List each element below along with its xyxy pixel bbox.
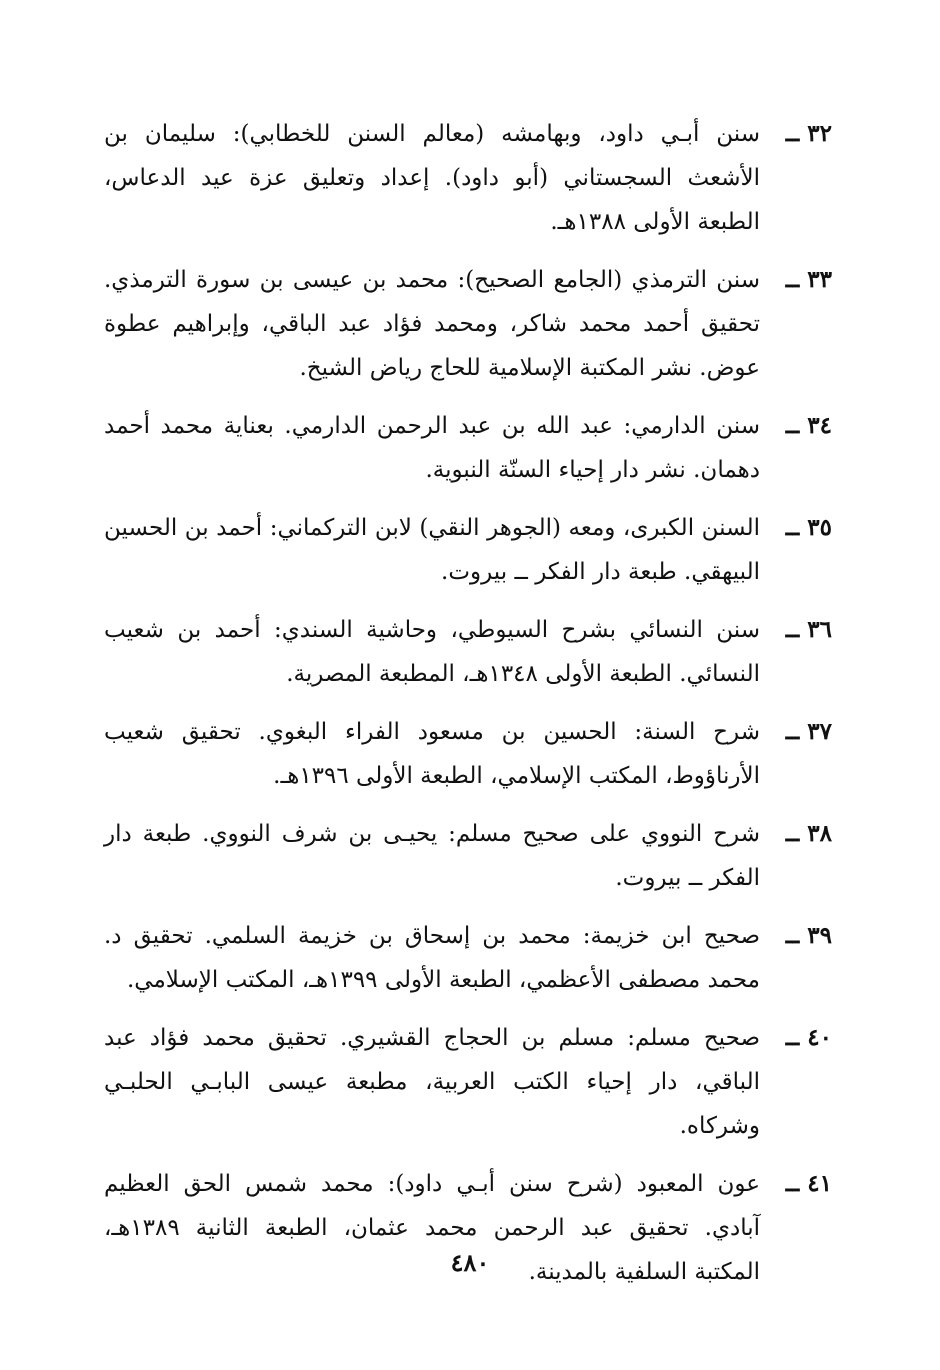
reference-entry-32: [104, 112, 832, 244]
entry-text: شرح السنة: الحسين بن مسعود الفراء البغوي. تحقيق شعيب الأرناؤوط، المكتب الإسلامي، الطبعة الأولى ١٣٩٦هـ.: [104, 719, 760, 789]
entry-text: سنن أبـي داود، وبهامشه (معالم السنن للخطابي): سليمان بن الأشعث السجستاني (أبو داود). إعداد وتعليق عزة عيد الدعاس، الطبعة الأولى ١٣٨٨هـ.: [104, 121, 760, 235]
entry-text: صحيح مسلم: مسلم بن الحجاج القشيري. تحقيق محمد فؤاد عبد الباقي، دار إحياء الكتب العربية، مطبعة عيسى البابـي الحلبـي وشركاه.: [104, 1025, 760, 1139]
reference-entry-36: [104, 608, 832, 696]
entry-text: سنن النسائي بشرح السيوطي، وحاشية السندي: أحمد بن شعيب النسائي. الطبعة الأولى ١٣٤٨هـ، المطبعة المصرية.: [104, 617, 760, 687]
reference-entry-33: [104, 258, 832, 390]
entry-number: ٣٦ ــ: [785, 616, 832, 643]
reference-entry-34: [104, 404, 832, 492]
reference-entry-39: [104, 914, 832, 1002]
entry-text: صحيح ابن خزيمة: محمد بن إسحاق بن خزيمة السلمي. تحقيق د. محمد مصطفى الأعظمي، الطبعة الأولى ١٣٩٩هـ، المكتب الإسلامي.: [104, 923, 760, 993]
entry-text: عون المعبود (شرح سنن أبـي داود): محمد شمس الحق العظيم آبادي. تحقيق عبد الرحمن محمد عثمان، الطبعة الثانية ١٣٨٩هـ، المكتبة السلفية بالمدينة.: [104, 1171, 760, 1285]
page-number: ٤٨٠: [450, 1248, 490, 1277]
entry-text: سنن الترمذي (الجامع الصحيح): محمد بن عيسى بن سورة الترمذي. تحقيق أحمد محمد شاكر، ومحمد فؤاد عبد الباقي، وإبراهيم عطوة عوض. نشر المكتبة الإسلامية للحاج رياض الشيخ.: [104, 267, 760, 381]
entry-number: ٣٩ ــ: [785, 922, 832, 949]
entry-text: سنن الدارمي: عبد الله بن عبد الرحمن الدارمي. بعناية محمد أحمد دهمان. نشر دار إحياء السنّة النبوية.: [104, 413, 760, 483]
reference-entry-40: [104, 1016, 832, 1148]
entry-number: ٣٢ ــ: [785, 120, 832, 147]
entry-number: ٣٧ ــ: [785, 718, 832, 745]
reference-entry-38: [104, 812, 832, 900]
reference-entry-35: [104, 506, 832, 594]
entry-number: ٣٣ ــ: [785, 266, 832, 293]
entry-number: ٤٠ ــ: [785, 1024, 832, 1051]
entry-number: ٣٤ ــ: [785, 412, 832, 439]
references-list: [104, 112, 832, 1308]
entry-number: ٣٥ ــ: [785, 514, 832, 541]
entry-text: شرح النووي على صحيح مسلم: يحيـى بن شرف النووي. طبعة دار الفكر ــ بيروت.: [104, 821, 760, 891]
reference-entry-37: [104, 710, 832, 798]
entry-text: السنن الكبرى، ومعه (الجوهر النقي) لابن التركماني: أحمد بن الحسين البيهقي. طبعة دار الفكر ــ بيروت.: [104, 515, 760, 585]
entry-number: ٣٨ ــ: [785, 820, 832, 847]
entry-number: ٤١ ــ: [785, 1170, 832, 1197]
